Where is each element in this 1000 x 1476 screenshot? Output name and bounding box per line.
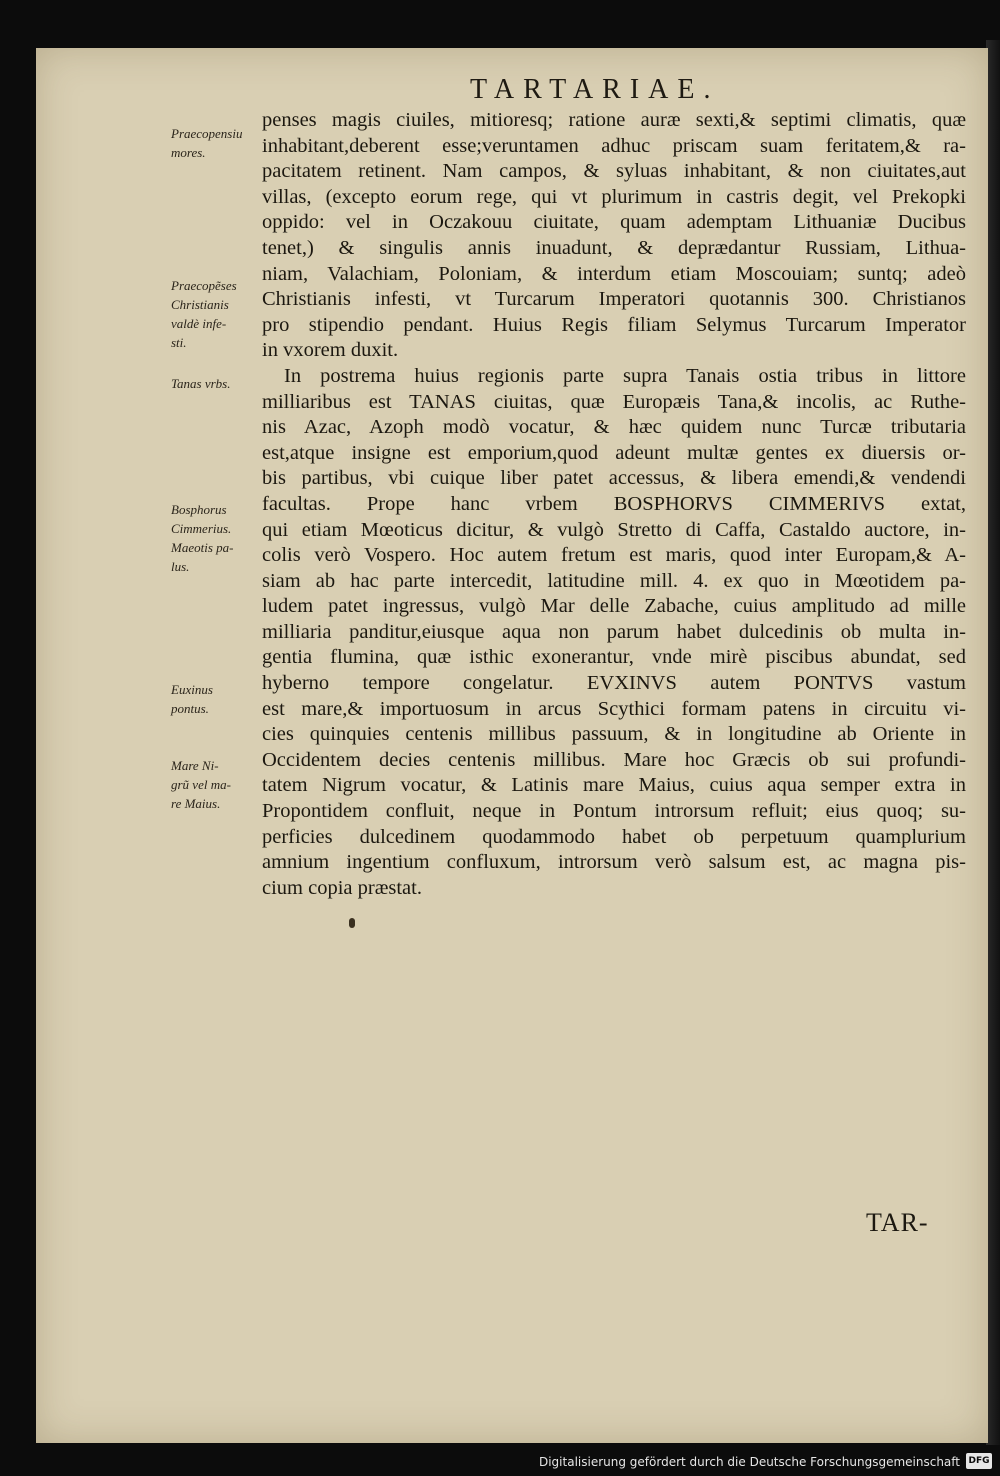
text-line: penses magis ciuiles, mitioresq; ratione auræ sexti,& septimi climatis, quæ (262, 109, 966, 131)
footer-credit: Digitalisierung gefördert durch die Deutsche Forschungsgemeinschaft (538, 1455, 960, 1469)
text-line: tenet,) & singulis annis inuadunt, & deprædantur Russiam, Lithua- (262, 236, 966, 259)
text-line: in vxorem duxit. (262, 339, 399, 362)
text-line: ludem patet ingressus, vulgò Mar delle Zabache, cuius amplitudo ad mille (262, 595, 966, 618)
text-line: perficies dulcedinem quodammodo habet ob perpetuum quamplurium (262, 825, 966, 848)
margin-note-mare-nigrum: Mare Ni- grũ vel ma- re Maius. (171, 758, 231, 811)
catchword: TAR- (866, 1208, 929, 1237)
margin-note-praecopensium-mores: Praecopensiu mores. (171, 126, 243, 160)
text-line: villas, (excepto eorum rege, qui vt plurimum in castris degit, vel Prekopki (262, 185, 966, 208)
text-line: milliaria panditur,eiusque aqua non parum habet dulcedinis ob multa in- (262, 620, 966, 643)
text-line: nis Azac, Azoph modò vocatur, & hæc quidem nunc Turcæ tributaria (262, 416, 966, 439)
text-line: cium copia præstat. (262, 876, 422, 899)
text-line: inhabitant,deberent esse;veruntamen adhuc priscam suam feritatem,& ra- (262, 134, 966, 157)
margin-note-praecopenses-infesti: Praecopẽses Christianis valdè infe- sti. (171, 278, 237, 350)
body-text (262, 108, 966, 901)
text-line: hyberno tempore congelatur. EVXINVS autem PONTVS vastum (262, 672, 966, 695)
text-line: est mare,& importuosum in arcus Scythici formam patens in circuitu vi- (262, 697, 966, 720)
margin-note-bosphorus: Bosphorus Cimmerius. Maeotis pa- lus. (171, 502, 234, 574)
text-line: tatem Nigrum vocatur, & Latinis mare Maius, cuius aqua semper extra in (262, 774, 966, 797)
running-head: TARTARIAE. (470, 74, 720, 105)
margin-note-tanas-vrbs: Tanas vrbs. (171, 376, 231, 391)
text-line: gentia flumina, quæ isthic exonerantur, vnde mirè piscibus abundat, sed (262, 646, 966, 669)
text-line: siam ab hac parte intercedit, latitudine mill. 4. ex quo in Mœotidem pa- (262, 569, 966, 592)
text-line: cies quinquies centenis millibus passuum, & in longitudine ab Oriente in (262, 723, 966, 746)
text-line: oppido: vel in Oczakouu ciuitate, quam ademptam Lithuaniæ Ducibus (262, 211, 966, 234)
text-line: Propontidem confluit, neque in Pontum introrsum refluit; eius quoq; su- (262, 800, 966, 823)
text-line: qui etiam Mœoticus dicitur, & vulgò Stretto di Caffa, Castaldo auctore, in- (262, 518, 966, 541)
text-line: pacitatem retinent. Nam campos, & syluas inhabitant, & non ciuitates,aut (262, 160, 966, 183)
text-line: niam, Valachiam, Poloniam, & interdum etiam Moscouiam; suntq; adeò (262, 262, 966, 285)
text-line: facultas. Prope hanc vrbem BOSPHORVS CIMMERIVS extat, (262, 492, 966, 515)
text-line: bis partibus, vbi cuique liber patet accessus, & libera emendi,& vendendi (262, 467, 966, 490)
margin-note-euxinus-pontus: Euxinus pontus. (171, 682, 213, 716)
dfg-logo-icon: DFG (966, 1453, 992, 1469)
text-line: Christianis infesti, vt Turcarum Imperatori quotannis 300. Christianos (262, 288, 966, 311)
text-line: In postrema huius regionis parte supra Tanais ostia tribus in littore (284, 364, 966, 387)
text-line: Occidentem decies centenis millibus. Mare hoc Græcis ob sui profundi- (262, 748, 966, 771)
text-line: pro stipendio pendant. Huius Regis filiam Selymus Turcarum Imperator (262, 313, 966, 336)
text-line: milliaribus est TANAS ciuitas, quæ Europæis Tana,& incolis, ac Ruthe- (262, 390, 966, 413)
page-edge (986, 40, 1000, 1445)
ink-spot (349, 918, 355, 928)
text-line: amnium ingentium confluxum, introrsum verò salsum est, ac magna pis- (262, 851, 966, 874)
text-line: colis verò Vospero. Hoc autem fretum est maris, quod inter Europam,& A- (262, 544, 966, 567)
text-line: est,atque insigne est emporium,quod adeunt multæ gentes ex diuersis or- (262, 441, 966, 464)
